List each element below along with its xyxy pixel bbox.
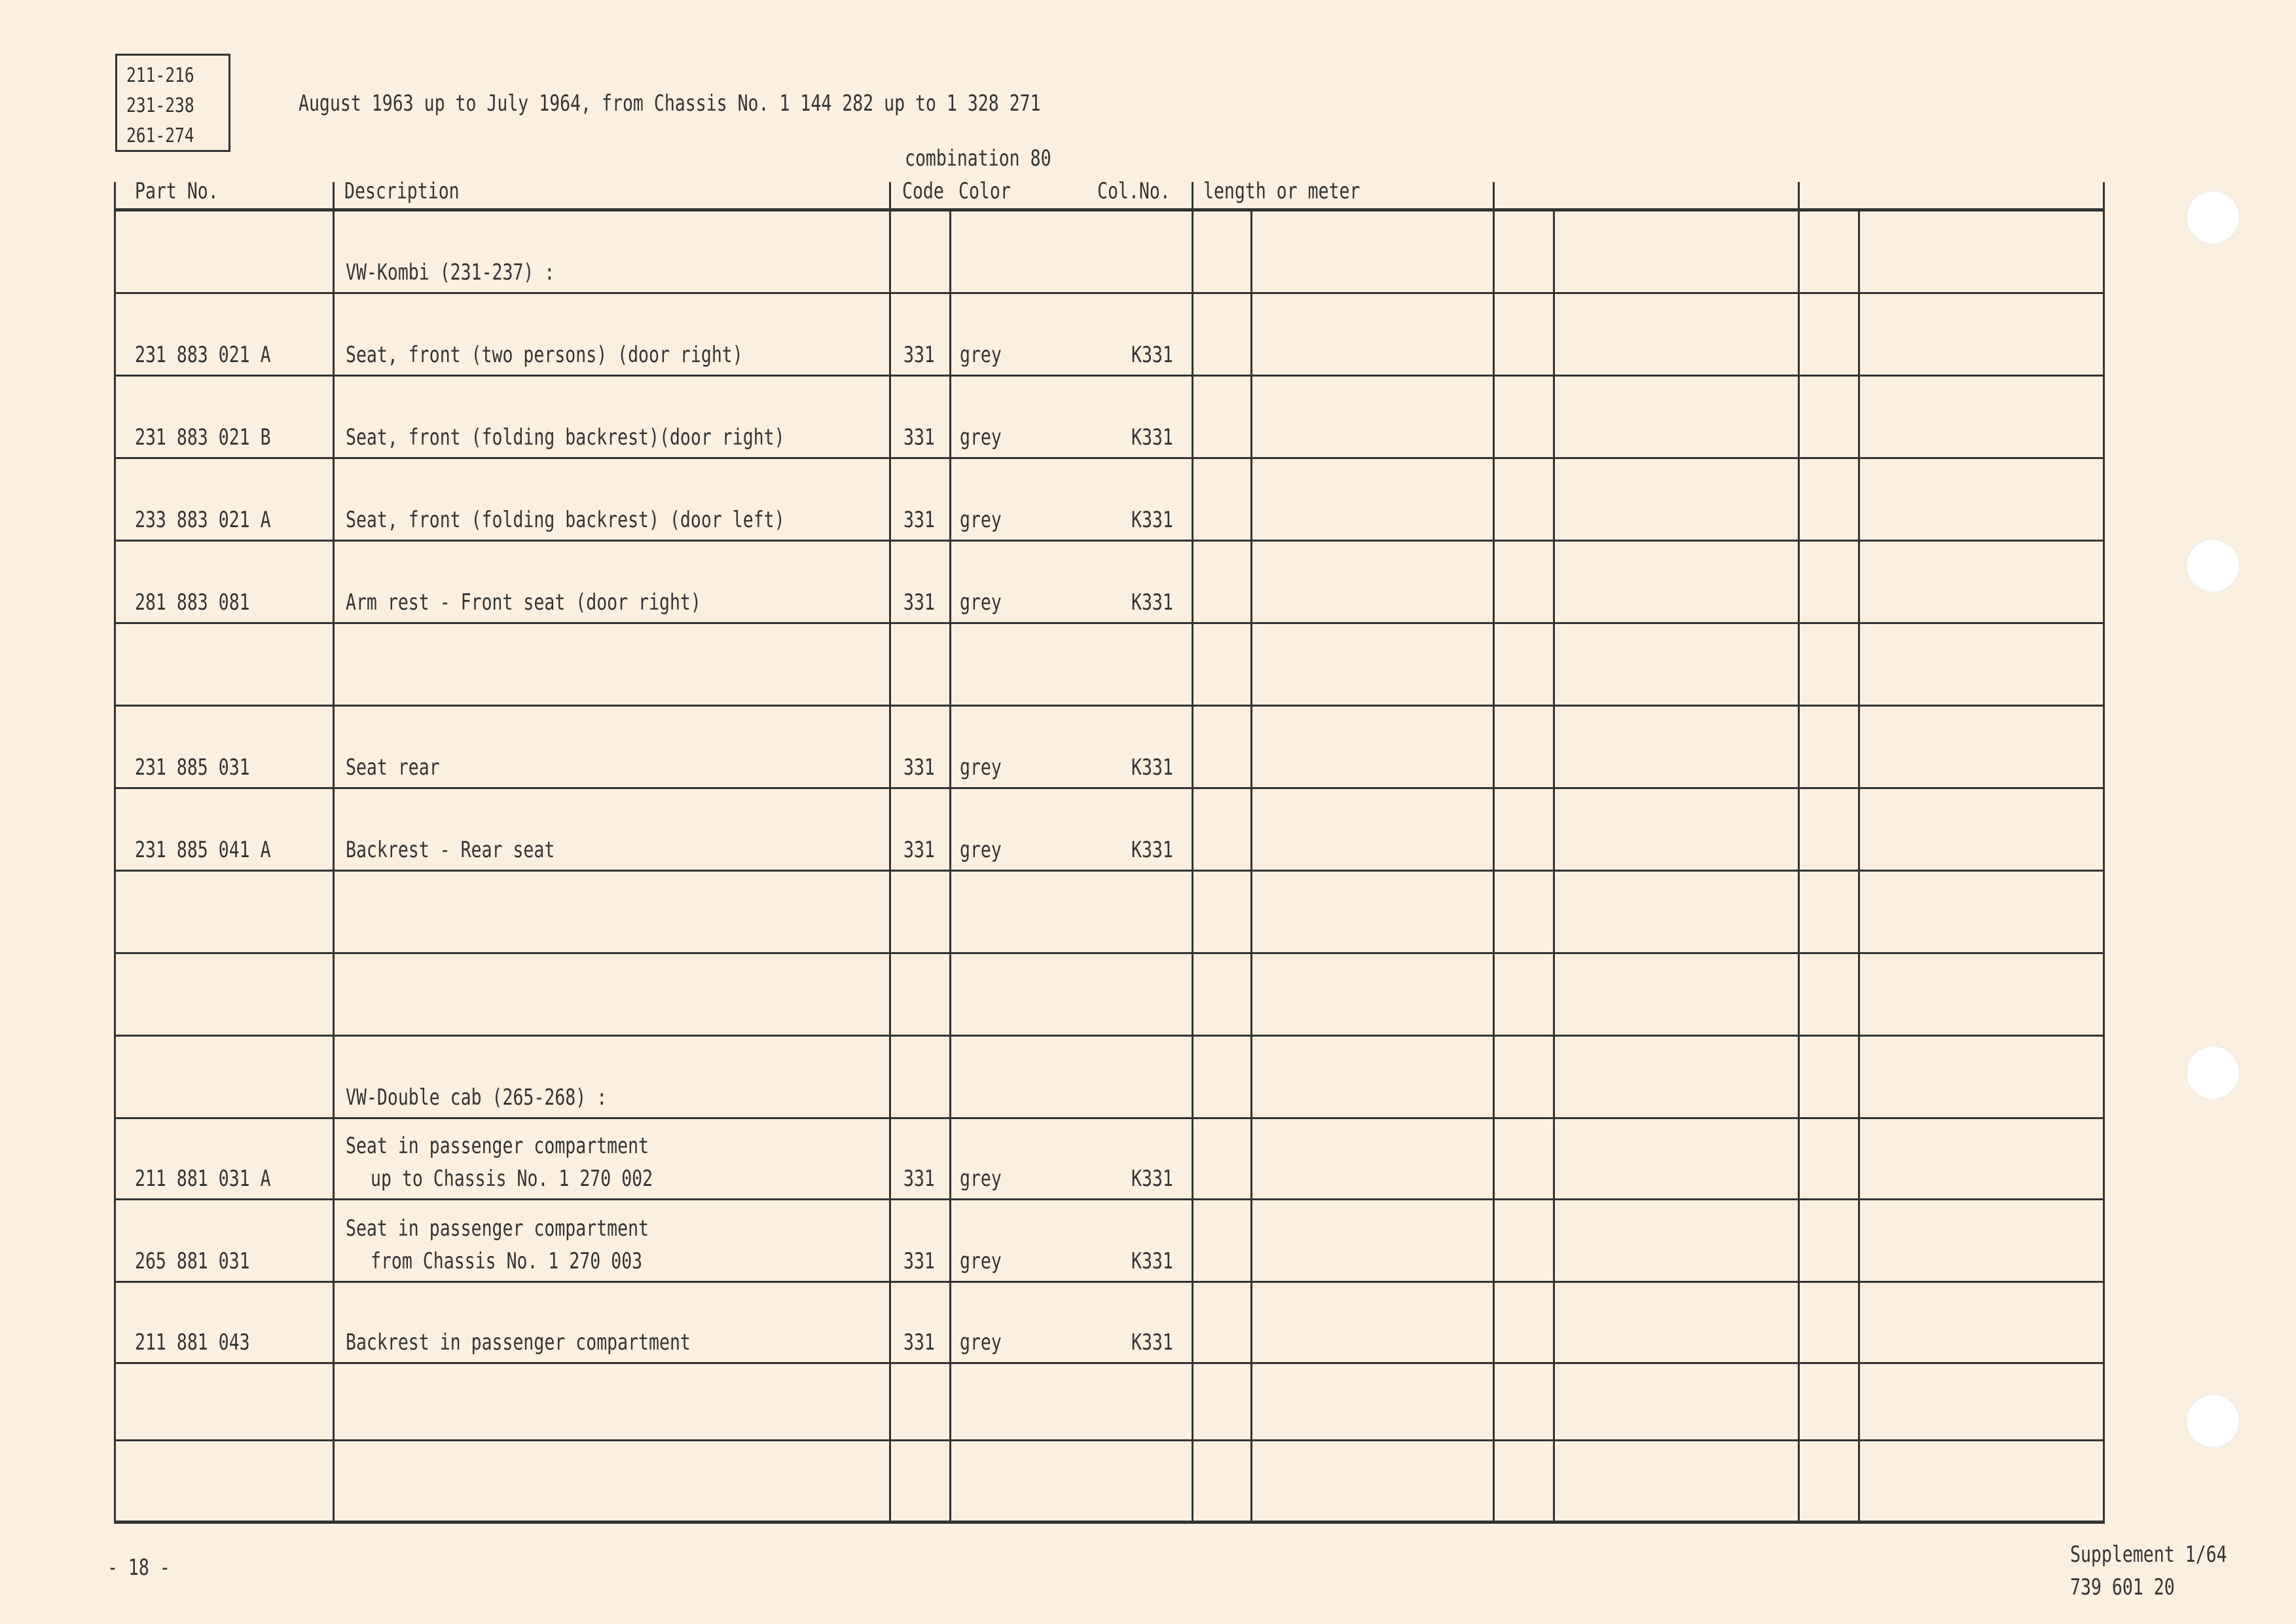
table-column-divider bbox=[889, 208, 891, 1524]
header-code: Code bbox=[902, 178, 944, 204]
header-column-tick bbox=[333, 182, 335, 208]
table-row-divider bbox=[114, 1035, 2105, 1037]
color-number: K331 bbox=[1131, 589, 1173, 616]
part-number: 233 883 021 A bbox=[135, 507, 271, 533]
color-name: grey bbox=[960, 754, 1002, 781]
model-range-3: 261-274 bbox=[126, 124, 194, 147]
color-code: 331 bbox=[903, 507, 935, 533]
part-number: 231 885 031 bbox=[135, 754, 250, 781]
header-column-tick bbox=[1192, 182, 1194, 208]
binder-hole bbox=[2185, 1393, 2240, 1449]
table-row-divider bbox=[114, 787, 2105, 789]
color-code: 331 bbox=[903, 424, 935, 451]
color-number: K331 bbox=[1131, 837, 1173, 863]
color-code: 331 bbox=[903, 1166, 935, 1192]
part-description: Seat, front (folding backrest)(door right) bbox=[346, 424, 785, 451]
table-column-divider bbox=[1798, 208, 1800, 1524]
binder-hole bbox=[2185, 1045, 2240, 1100]
table-row-divider bbox=[114, 870, 2105, 872]
part-description: Seat, front (folding backrest) (door left) bbox=[346, 507, 785, 533]
table-row-divider bbox=[114, 292, 2105, 294]
header-column-tick bbox=[114, 182, 116, 208]
table-column-divider bbox=[1250, 208, 1252, 1524]
model-number-box bbox=[115, 54, 230, 152]
color-name: grey bbox=[960, 589, 1002, 616]
part-number: 211 881 043 bbox=[135, 1329, 250, 1356]
part-description-detail: up to Chassis No. 1 270 002 bbox=[371, 1166, 653, 1192]
color-name: grey bbox=[960, 1329, 1002, 1356]
table-column-divider bbox=[1858, 208, 1860, 1524]
header-column-tick bbox=[1798, 182, 1800, 208]
table-row-divider bbox=[114, 1521, 2105, 1524]
color-name: grey bbox=[960, 507, 1002, 533]
part-description: Backrest - Rear seat bbox=[346, 837, 555, 863]
part-number: 265 881 031 bbox=[135, 1248, 250, 1274]
table-row-divider bbox=[114, 1362, 2105, 1364]
color-code: 331 bbox=[903, 589, 935, 616]
part-description: Seat, front (two persons) (door right) bbox=[346, 342, 743, 368]
part-description-detail: from Chassis No. 1 270 003 bbox=[371, 1248, 643, 1274]
validity-note: August 1963 up to July 1964, from Chassis No. 1 144 282 up to 1 328 271 bbox=[299, 90, 1041, 117]
table-row-divider bbox=[114, 705, 2105, 707]
color-number: K331 bbox=[1131, 1329, 1173, 1356]
part-number: 231 885 041 A bbox=[135, 837, 271, 863]
table-row-divider bbox=[114, 375, 2105, 377]
table-row-divider bbox=[114, 208, 2105, 212]
table-column-divider bbox=[1493, 208, 1495, 1524]
color-number: K331 bbox=[1131, 754, 1173, 781]
part-number: 231 883 021 A bbox=[135, 342, 271, 368]
table-row-divider bbox=[114, 1439, 2105, 1441]
table-row-divider bbox=[114, 952, 2105, 954]
color-number: K331 bbox=[1131, 507, 1173, 533]
color-name: grey bbox=[960, 837, 1002, 863]
part-description: Backrest in passenger compartment bbox=[346, 1329, 691, 1356]
supplement-label: Supplement 1/64 bbox=[2070, 1541, 2227, 1568]
table-row-divider bbox=[114, 457, 2105, 459]
color-code: 331 bbox=[903, 342, 935, 368]
model-range-2: 231-238 bbox=[126, 94, 194, 117]
table-row-divider bbox=[114, 1198, 2105, 1200]
part-description: VW-Kombi (231-237) : bbox=[346, 259, 555, 286]
table-column-divider bbox=[2103, 208, 2105, 1524]
color-name: grey bbox=[960, 424, 1002, 451]
table-column-divider bbox=[333, 208, 335, 1524]
binder-hole bbox=[2185, 538, 2240, 593]
header-description: Description bbox=[344, 178, 460, 204]
header-part-no: Part No. bbox=[135, 178, 219, 204]
table-column-divider bbox=[949, 208, 951, 1524]
header-length: length or meter bbox=[1203, 178, 1360, 204]
table-row-divider bbox=[114, 540, 2105, 542]
part-number: 281 883 081 bbox=[135, 589, 250, 616]
model-range-1: 211-216 bbox=[126, 64, 194, 87]
table-column-divider bbox=[1192, 208, 1194, 1524]
color-code: 331 bbox=[903, 1329, 935, 1356]
color-number: K331 bbox=[1131, 342, 1173, 368]
color-name: grey bbox=[960, 1248, 1002, 1274]
color-number: K331 bbox=[1131, 1248, 1173, 1274]
table-row-divider bbox=[114, 1117, 2105, 1119]
table-row-divider bbox=[114, 622, 2105, 624]
part-number: 211 881 031 A bbox=[135, 1166, 271, 1192]
color-name: grey bbox=[960, 342, 1002, 368]
table-row-divider bbox=[114, 1281, 2105, 1283]
color-code: 331 bbox=[903, 754, 935, 781]
part-description: VW-Double cab (265-268) : bbox=[346, 1084, 608, 1111]
color-code: 331 bbox=[903, 1248, 935, 1274]
document-number: 739 601 20 bbox=[2070, 1574, 2175, 1600]
header-color: Color bbox=[958, 178, 1011, 204]
color-number: K331 bbox=[1131, 1166, 1173, 1192]
table-column-divider bbox=[1553, 208, 1555, 1524]
combination-label: combination 80 bbox=[905, 145, 1051, 172]
header-column-tick bbox=[1493, 182, 1495, 208]
header-col-no: Col.No. bbox=[1097, 178, 1171, 204]
part-description: Seat in passenger compartment bbox=[346, 1215, 649, 1242]
part-description: Arm rest - Front seat (door right) bbox=[346, 589, 701, 616]
part-number: 231 883 021 B bbox=[135, 424, 271, 451]
color-name: grey bbox=[960, 1166, 1002, 1192]
header-column-tick bbox=[889, 182, 891, 208]
color-code: 331 bbox=[903, 837, 935, 863]
part-description: Seat rear bbox=[346, 754, 440, 781]
binder-hole bbox=[2185, 190, 2240, 245]
table-column-divider bbox=[114, 208, 116, 1524]
part-description: Seat in passenger compartment bbox=[346, 1133, 649, 1159]
color-number: K331 bbox=[1131, 424, 1173, 451]
page-number: - 18 - bbox=[107, 1555, 170, 1581]
header-column-tick bbox=[2103, 182, 2105, 208]
